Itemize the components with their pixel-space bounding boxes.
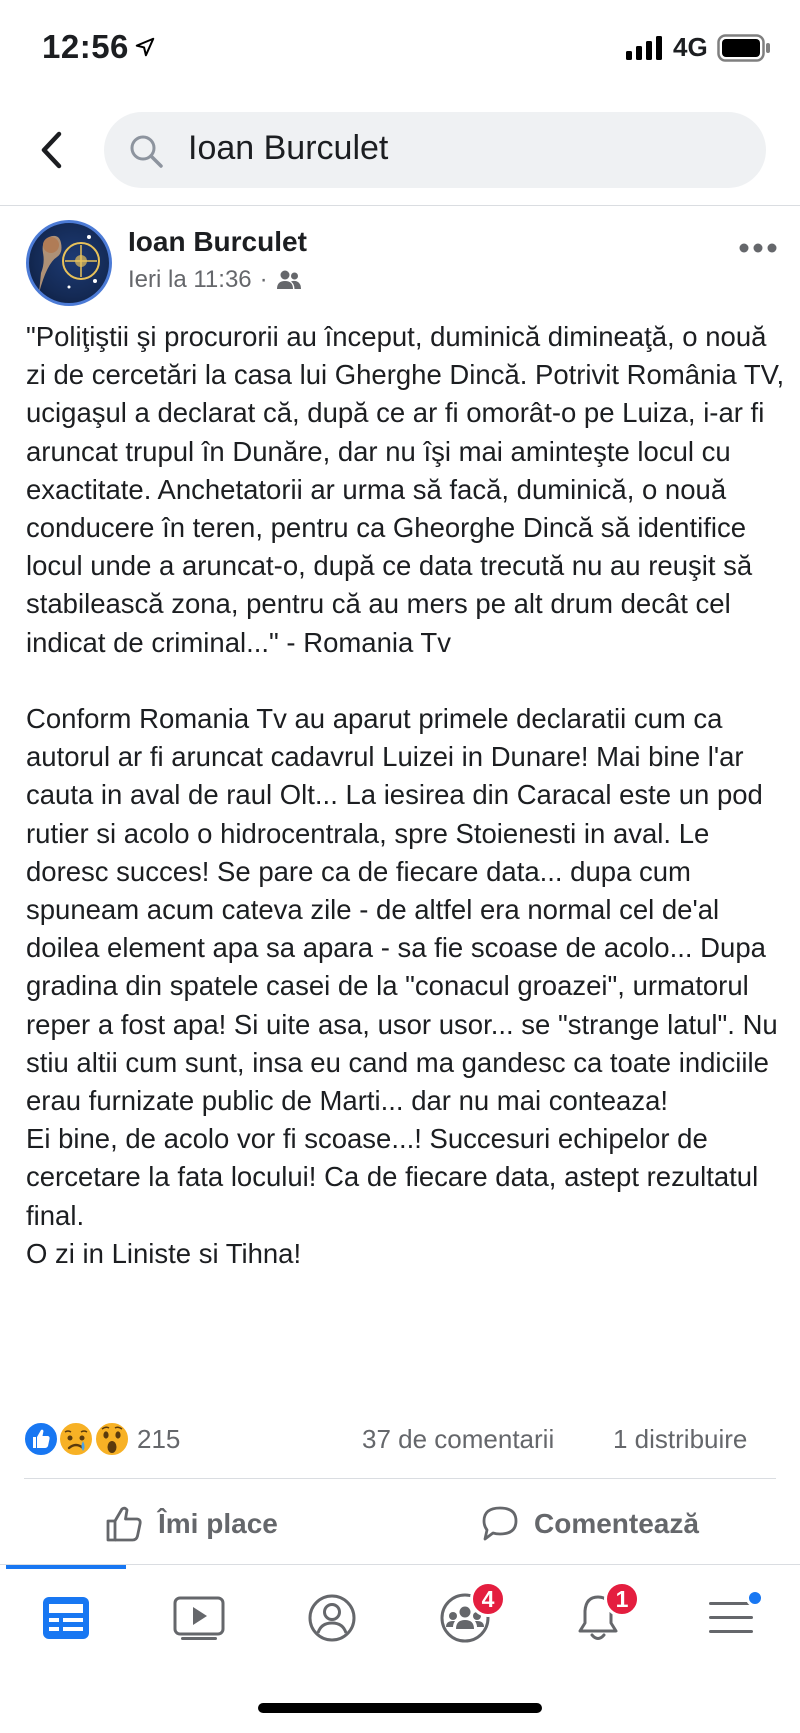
reaction-count[interactable]: 215 bbox=[137, 1424, 181, 1454]
post-author[interactable]: Ioan Burculet bbox=[128, 226, 307, 257]
tab-watch[interactable] bbox=[164, 1583, 234, 1653]
profile-icon bbox=[307, 1593, 357, 1643]
search-input[interactable] bbox=[188, 129, 728, 168]
reactions-summary bbox=[0, 1409, 800, 1469]
post-timestamp[interactable]: Ieri la 11:36 bbox=[128, 266, 252, 293]
active-tab-indicator bbox=[6, 1565, 126, 1569]
divider bbox=[24, 1478, 776, 1479]
signal-icon bbox=[626, 36, 666, 60]
search-header bbox=[0, 100, 800, 206]
location-arrow-icon bbox=[134, 36, 156, 58]
avatar[interactable] bbox=[26, 220, 112, 306]
menu-indicator-dot bbox=[746, 1589, 764, 1607]
news-feed-icon bbox=[41, 1595, 91, 1641]
friends-icon bbox=[276, 269, 302, 291]
post-text: "Poliţiştii şi procurorii au început, duminică dimineaţă, o nouă zi de cercetări la casa lui Gherghe Dincă. Potrivit România TV, ucigaşul a declarat că, după ce ar fi omorât-o pe Luiza, i-ar fi aruncat trupul în Dunăre, dar nu îşi mai aminteşte locul cu exactitate. Anchetatorii ar urma să facă, duminică, o nouă conducere în teren, pentru ca Gheorghe Dincă să identifice locul unde a aruncat-o, după ce data trecută nu au reuşit să stabilească zona, pentru că au mers pe alt drum decât cel indicat de criminal..." - Romania Tv Conform Romania Tv au aparut primele declaratii cum ca autorul ar fi aruncat cadavrul Luizei in Dunare! Mai bine l'ar cauta in aval de raul Olt... La iesirea din Caracal este un pod rutier si acolo o hidrocentrala, spre Stoienesti in aval. Le doresc succes! Se pare ca de fiecare data... dupa cum spuneam acum cateva zile - de altfel era normal cel de'al doilea element apa sa apara - sa fie scoase de acolo... Dupa gradina din spatele casei de la "conacul groazei", urmatorul reper a fost apa! Si uite asa, usor usor... se "strange latul". Nu stiu altii cum sunt, insa eu cand ma gandesc ca toate indiciile erau furnizate public de Marti... dar nu mai conteaza! Ei bine, de acolo vor fi scoase...! Succesuri echipelor de cercetare la fata locului! Ca de fiecare data, astept rezultatul final. O zi in Liniste si Tihna! bbox=[26, 321, 785, 1269]
home-indicator[interactable] bbox=[258, 1703, 542, 1713]
chevron-left-icon bbox=[39, 130, 65, 170]
search-icon bbox=[128, 133, 164, 169]
avatar-image bbox=[29, 223, 109, 303]
comments-count[interactable]: 37 de comentarii bbox=[362, 1424, 555, 1454]
shares-count[interactable]: 1 distribuire bbox=[613, 1424, 748, 1454]
more-options-icon[interactable] bbox=[738, 240, 778, 256]
comment-icon bbox=[480, 1504, 520, 1544]
search-bar[interactable] bbox=[104, 112, 766, 188]
back-button[interactable] bbox=[36, 128, 68, 172]
thumbs-up-icon bbox=[104, 1504, 144, 1544]
tab-profile[interactable] bbox=[297, 1583, 367, 1653]
post-meta bbox=[128, 266, 302, 294]
groups-badge: 4 bbox=[470, 1581, 506, 1617]
like-icon bbox=[24, 1422, 58, 1456]
reaction-icons[interactable] bbox=[24, 1421, 132, 1457]
watch-icon bbox=[173, 1595, 225, 1641]
status-time: 12:56 bbox=[42, 28, 129, 65]
sad-icon bbox=[59, 1422, 93, 1456]
meta-separator: · bbox=[259, 266, 268, 293]
notifications-badge: 1 bbox=[604, 1581, 640, 1617]
wow-icon bbox=[95, 1422, 129, 1456]
comment-button[interactable] bbox=[480, 1498, 699, 1550]
like-button[interactable] bbox=[104, 1498, 278, 1550]
bottom-tab-bar bbox=[0, 1564, 800, 1674]
comment-label: Comentează bbox=[534, 1508, 699, 1539]
post-actions bbox=[0, 1490, 800, 1560]
network-type: 4G bbox=[673, 32, 708, 62]
tab-news-feed[interactable] bbox=[31, 1583, 101, 1653]
like-label: Îmi place bbox=[158, 1508, 278, 1539]
status-bar bbox=[0, 0, 800, 100]
battery-icon bbox=[717, 34, 771, 62]
